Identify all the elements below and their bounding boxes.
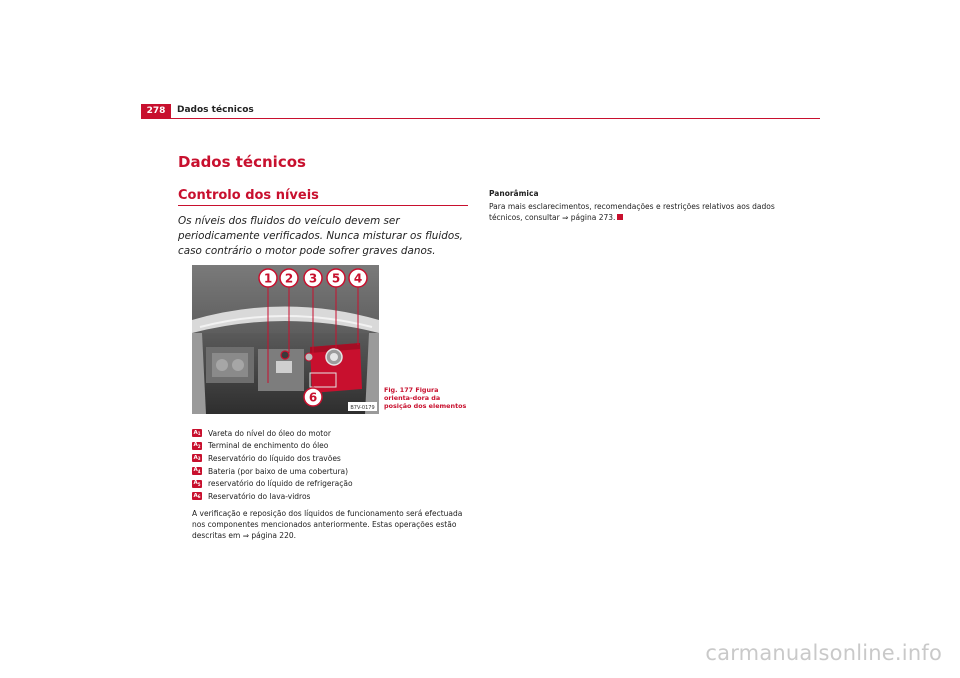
figure-code: B7V-0179 [350, 405, 375, 411]
legend-item [192, 427, 472, 440]
header-rule [141, 118, 820, 119]
legend-item-text: Terminal de enchimento do óleo [208, 441, 329, 451]
legend-key-badge: A $_1$ [193, 429, 201, 437]
legend-item-text: Reservatório do lava-vidros [208, 491, 311, 501]
legend-item-text: Reservatório do líquido dos travões [208, 453, 341, 463]
legend-key-badge: A $_3$ [193, 454, 201, 462]
overview-text: Para mais esclarecimentos, recomendações e restrições relativos aos dados técnicos, consultar ⇒ página 273. [489, 202, 775, 222]
page-number: 278 [141, 104, 171, 118]
callout-4 [349, 269, 367, 287]
callout-2 [280, 269, 298, 287]
page-title: Dados técnicos [178, 153, 306, 171]
overview-heading: Panorâmica [489, 189, 539, 198]
svg-text:1: 1 [263, 271, 273, 286]
svg-text:2: 2 [284, 271, 294, 286]
legend-key-badge: A $_5$ [193, 479, 201, 487]
section-title: Controlo dos níveis [178, 188, 319, 203]
end-of-section-icon [617, 214, 623, 220]
overview-column [489, 189, 789, 223]
legend-list [192, 427, 472, 503]
legend-item-text: reservatório do líquido de refrigeração [208, 479, 353, 489]
running-header: Dados técnicos [177, 105, 254, 115]
callout-5 [327, 269, 345, 287]
legend-item [192, 465, 472, 478]
svg-text:6: 6 [308, 390, 318, 405]
section-intro: Os níveis dos fluidos do veículo devem ser periodicamente verificados. Nunca misturar os fluidos, caso contrário o motor pode sofrer graves danos. [178, 215, 463, 257]
legend-item [192, 490, 472, 503]
legend-item [192, 452, 472, 465]
svg-text:3: 3 [308, 271, 318, 286]
body-paragraph: A verificação e reposição dos líquidos de funcionamento será efectuada nos componentes mencionados anteriormente. Estas operações estão descritas em ⇒ página 220. [192, 509, 463, 540]
watermark: carmanualsonline.info [705, 641, 942, 665]
callout-1 [259, 269, 277, 287]
callout-6 [304, 388, 322, 406]
section-rule [178, 205, 468, 206]
legend-key-badge: A $_6$ [193, 492, 201, 500]
legend-key-badge: A $_2$ [193, 442, 201, 449]
overview-text-block [489, 201, 789, 223]
legend-item-text: Bateria (por baixo de uma cobertura) [208, 466, 349, 476]
engine-bay-figure [192, 265, 379, 414]
engine-bay-illustration [192, 265, 379, 414]
legend-item [192, 440, 472, 453]
legend-item-text: Vareta do nível do óleo do motor [208, 428, 331, 438]
legend-item [192, 477, 472, 490]
callout-3 [304, 269, 322, 287]
svg-text:5: 5 [331, 271, 341, 286]
figure-caption: Fig. 177 Figura orienta-dora da posição dos elementos [384, 386, 467, 410]
legend-key-badge: A $_4$ [193, 467, 201, 475]
svg-text:4: 4 [353, 271, 363, 286]
